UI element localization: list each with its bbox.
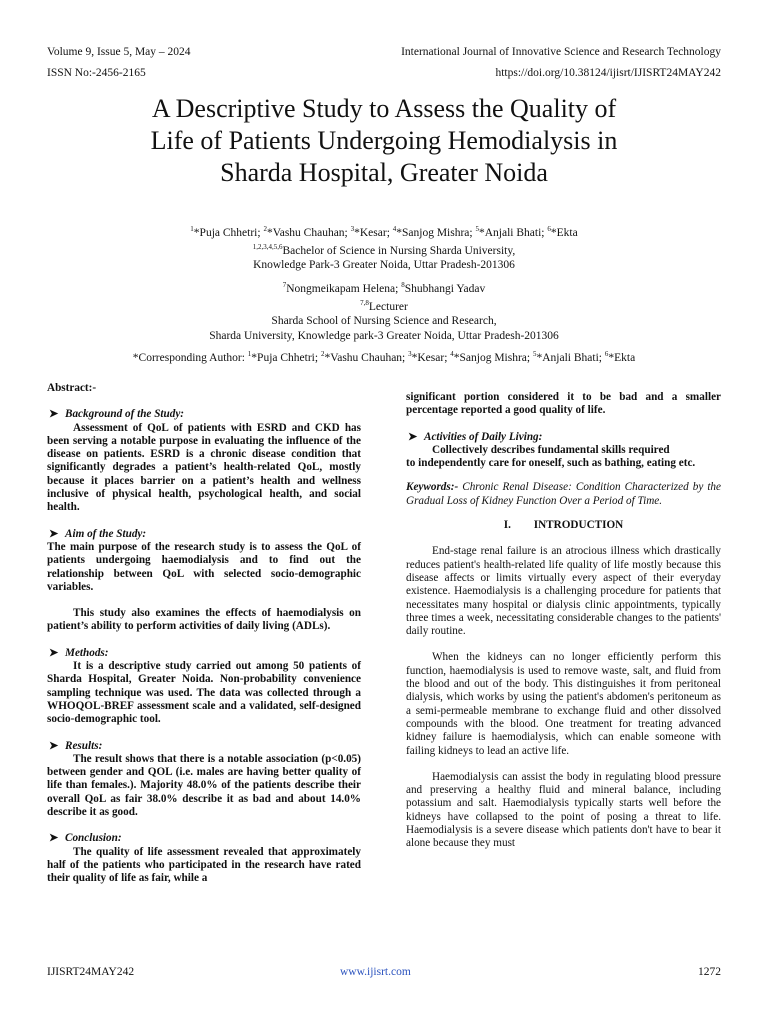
section-heading-methods: ➤ Methods: — [49, 646, 109, 659]
arrowhead-bullet-icon: ➤ — [49, 832, 59, 845]
affiliation-address: Knowledge Park-3 Greater Noida, Uttar Pradesh-201306 — [253, 259, 515, 272]
keywords: Keywords:- Chronic Renal Disease: Condition Characterized by the Gradual Loss of Kidney Function Over a Period of Time. — [406, 481, 721, 507]
section-heading-results: ➤ Results: — [49, 739, 103, 752]
volume-info: Volume 9, Issue 5, May – 2024 — [47, 46, 191, 58]
issn: ISSN No:-2456-2165 — [47, 67, 146, 79]
right-column — [406, 391, 721, 851]
section-heading-adl: ➤ Activities of Daily Living: — [408, 430, 543, 443]
title-line: A Descriptive Study to Assess the Quality of — [151, 94, 617, 123]
section-heading-aim: ➤ Aim of the Study: — [49, 527, 147, 540]
conclusion-text: The quality of life assessment revealed that approximately half of the patients who participated in the research have rated their quality of life as fair, while a — [47, 845, 361, 885]
arrowhead-bullet-icon: ➤ — [49, 408, 59, 421]
abstract-label: Abstract:- — [47, 382, 97, 394]
page-number: 1272 — [698, 966, 721, 978]
section-heading-conclusion: ➤ Conclusion: — [49, 832, 122, 845]
affiliation-address: Sharda University, Knowledge park-3 Greater Noida, Uttar Pradesh-201306 — [209, 329, 559, 342]
lecturer-role: $^{7,8}$Lecturer — [360, 299, 408, 314]
arrowhead-bullet-icon: ➤ — [49, 646, 59, 659]
adl-text-line-2: to independently care for oneself, such as bathing, eating etc. — [406, 457, 696, 470]
arrowhead-bullet-icon: ➤ — [49, 739, 59, 752]
arrowhead-bullet-icon: ➤ — [49, 527, 59, 540]
footer-article-id: IJISRT24MAY242 — [47, 966, 135, 978]
intro-paragraph-1: End-stage renal failure is an atrocious illness which drastically reduces patient's health-related life quality of life mostly because this disease affects or limits virtually every aspect of their everyday existence. Haemodialysis is a challenging procedure for patients that necessitates many hospital or dialysis clinic appointments, typically three times a week, necessitating considerable changes to the patients' daily routine. — [406, 545, 721, 638]
lecturer-names: $^7$Nongmeikapam Helena; $^8$Shubhangi Yadav — [282, 281, 486, 295]
aim-text-2: This study also examines the effects of haemodialysis on patient’s ability to perform activities of daily living (ADLs). — [47, 607, 361, 633]
title-line: Sharda Hospital, Greater Noida — [220, 158, 548, 187]
intro-paragraph-2: When the kidneys can no longer efficiently perform this function, haemodialysis is used to remove waste, salt, and fluid from the blood and out of the body. This distinguishes it from peritoneal dialysis, which works by using the patient's abdomen's peritoneum as a semi-permeable membrane to exchange fluid and other dissolved compounds with the blood. One treatment for treating advanced kidney failure is haemodialysis, which can enable someone with failing kidneys to lead an active life. — [406, 651, 721, 757]
affiliation: Sharda School of Nursing Science and Research, — [271, 315, 497, 328]
left-column — [47, 382, 361, 886]
methods-text: It is a descriptive study carried out among 50 patients of Sharda Hospital, Greater Noida. Non-probability convenience sampling technique was used. The data was collected through a WHOQOL-BREF assessment scale and a validated, self-designed socio-demographic tool. — [47, 660, 361, 726]
results-text: The result shows that there is a notable association (p<0.05) between gender and QOL (i.e. males are having better quality of life than females.). Majority 48.0% of the patients describe their overall QoL as fair 38.0% describe it as bad and about 14.0% describe it as good. — [47, 752, 361, 819]
author-list — [40, 222, 728, 273]
section-heading-background: ➤ Background of the Study: — [49, 408, 185, 421]
intro-paragraph-3: Haemodialysis can assist the body in regulating blood pressure and preserving a healthy fluid and mineral balance, including potassium and salt. Haemodialysis typically starts well before the kidneys have collapsed to the point of posing a threat to life. Haemodialysis is a severe disease which patients don't have to bear it alone because they must — [406, 770, 721, 850]
aim-text: The main purpose of the research study is to assess the QoL of patients undergoing haemodialysis and to find out the relationship between QoL with selected socio-demographic variables. — [47, 540, 361, 593]
journal-name: International Journal of Innovative Science and Research Technology — [401, 46, 721, 58]
lecturer-list — [40, 278, 728, 343]
affiliation: $^{1,2,3,4,5,6}$Bachelor of Science in Nursing Sharda University, — [252, 243, 516, 258]
section-heading-introduction: I. INTRODUCTION — [503, 519, 624, 532]
paper-title — [60, 93, 708, 189]
corresponding-author: *Corresponding Author: $^1$*Puja Chhetri; $^2$*Vashu Chauhan; $^3$*Kesar; $^4$*Sanjog Mishra; $^5$*Anjali Bhati; $^6$*Ekta — [132, 350, 636, 364]
arrowhead-bullet-icon: ➤ — [408, 430, 418, 443]
doi-link[interactable]: https://doi.org/10.38124/ijisrt/IJISRT24MAY242 — [495, 67, 721, 79]
conclusion-continued: significant portion considered it to be bad and a smaller percentage reported a good quality of life. — [406, 391, 721, 417]
background-text: Assessment of QoL of patients with ESRD and CKD has been serving a notable purpose in evaluating the influence of the disease on patients. ESRD is a chronic disease condition that significantly degrades a patient’s health-related QoL, mostly because it places barrier on a patient’s health and wellness inclusive of physical health, psychological health, and social health. — [47, 421, 361, 514]
footer-website-link[interactable]: www.ijisrt.com — [340, 966, 411, 978]
author-names: $^1$*Puja Chhetri; $^2$*Vashu Chauhan; $^3$*Kesar; $^4$*Sanjog Mishra; $^5$*Anjali Bhati; $^6$*Ekta — [190, 225, 578, 239]
title-line: Life of Patients Undergoing Hemodialysis in — [150, 126, 618, 155]
adl-text-line-1: Collectively describes fundamental skills required — [432, 443, 670, 456]
